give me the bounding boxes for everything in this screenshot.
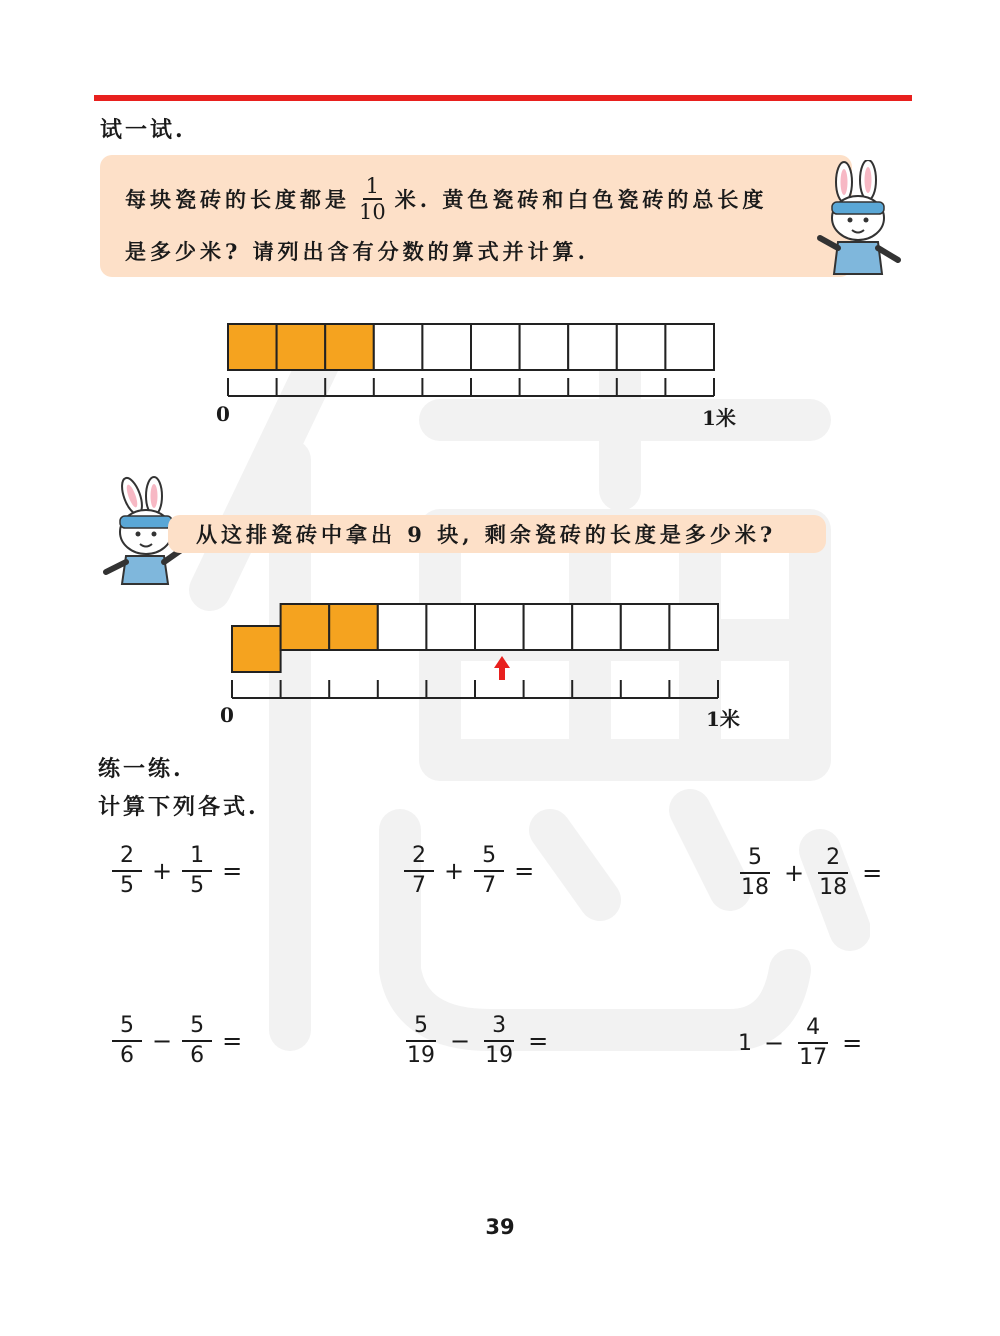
- page-number: 39: [485, 1215, 515, 1239]
- removed-tile: [232, 626, 281, 672]
- equals-sign: =: [222, 1027, 243, 1055]
- exercise-2: [404, 842, 544, 900]
- question-1-line-2: 是多少米? 请列出含有分数的算式并计算.: [125, 239, 589, 264]
- white-tile: [621, 604, 670, 650]
- equals-sign: =: [842, 1029, 863, 1057]
- tile-row: [232, 604, 718, 672]
- numerator: 1: [182, 842, 212, 872]
- fraction-b: [474, 842, 504, 900]
- section-heading-try: 试一试.: [100, 117, 186, 143]
- equals-sign: =: [528, 1027, 549, 1055]
- denominator: 19: [485, 1043, 514, 1068]
- yellow-tile: [281, 604, 330, 650]
- denominator: 7: [482, 873, 497, 898]
- equals-sign: =: [514, 857, 535, 885]
- yellow-tile: [228, 324, 277, 370]
- ruler: [232, 680, 718, 698]
- operator: −: [450, 1027, 471, 1055]
- fraction-a: [112, 842, 142, 900]
- fraction-b: [182, 1012, 212, 1070]
- fraction-b: [182, 842, 212, 900]
- numerator: 4: [798, 1014, 828, 1044]
- exercise-5: [402, 1012, 558, 1070]
- fraction-numerator: 1: [363, 174, 382, 200]
- question-1-line-1: [125, 171, 767, 227]
- instruction-text: 计算下列各式.: [98, 794, 259, 820]
- fraction-b: [794, 1014, 832, 1072]
- white-tile: [422, 324, 471, 370]
- white-tile: [520, 324, 569, 370]
- fraction-denominator: 10: [359, 200, 386, 224]
- top-red-rule: [94, 95, 912, 101]
- question-2-bubble: 从这排瓷砖中拿出 9 块, 剩余瓷砖的长度是多少米?: [168, 515, 826, 553]
- denominator: 18: [819, 875, 848, 900]
- ruler: [228, 378, 714, 396]
- equals-sign: =: [222, 857, 243, 885]
- whole-number: 1: [738, 1030, 752, 1056]
- question-1-suffix: 米. 黄色瓷砖和白色瓷砖的总长度: [394, 187, 768, 212]
- rabbit-mascot-icon: [812, 160, 908, 276]
- numerator: 5: [740, 844, 770, 874]
- numerator: 5: [112, 1012, 142, 1042]
- fraction-a: [112, 1012, 142, 1070]
- denominator: 7: [412, 873, 426, 898]
- white-tile: [475, 604, 524, 650]
- white-tile: [524, 604, 573, 650]
- white-tile: [374, 324, 423, 370]
- tile-row: [228, 324, 714, 370]
- fraction-a: [404, 842, 434, 900]
- ruler-end-label: 1米: [702, 406, 736, 430]
- equals-sign: =: [862, 859, 883, 887]
- numerator: 2: [404, 842, 434, 872]
- white-tile: [568, 324, 617, 370]
- ruler-end-label: 1米: [706, 707, 740, 731]
- denominator: 17: [799, 1045, 828, 1070]
- denominator: 5: [120, 873, 134, 898]
- tile-diagram-1: [222, 320, 722, 402]
- numerator: 3: [484, 1012, 514, 1042]
- denominator: 5: [190, 873, 205, 898]
- question-1-prefix: 每块瓷砖的长度都是: [125, 187, 350, 212]
- fraction-a: [736, 844, 774, 902]
- operator: −: [764, 1029, 785, 1057]
- denominator: 6: [120, 1043, 134, 1068]
- operator: +: [152, 857, 173, 885]
- tile-length-fraction: [356, 174, 389, 224]
- question-1-bubble: [100, 155, 852, 277]
- operator: +: [444, 857, 465, 885]
- white-tile: [378, 604, 427, 650]
- numerator: 5: [406, 1012, 436, 1042]
- exercise-3: [736, 844, 892, 902]
- ruler-start-label: 0: [216, 402, 230, 426]
- white-tile: [665, 324, 714, 370]
- denominator: 19: [407, 1043, 435, 1068]
- white-tile: [572, 604, 621, 650]
- denominator: 18: [741, 875, 769, 900]
- yellow-tile: [277, 324, 326, 370]
- white-tile: [426, 604, 475, 650]
- fraction-a: [402, 1012, 440, 1070]
- operator: −: [152, 1027, 173, 1055]
- section-heading-practice: 练一练.: [98, 756, 184, 782]
- white-tile: [669, 604, 718, 650]
- fraction-b: [814, 844, 852, 902]
- numerator: 5: [182, 1012, 212, 1042]
- numerator: 2: [112, 842, 142, 872]
- numerator: 2: [818, 844, 848, 874]
- numerator: 5: [474, 842, 504, 872]
- white-tile: [617, 324, 666, 370]
- tile-diagram-2: [226, 600, 726, 704]
- exercise-6: [738, 1014, 872, 1072]
- yellow-tile: [325, 324, 374, 370]
- denominator: 6: [190, 1043, 205, 1068]
- ruler-start-label: 0: [220, 703, 234, 727]
- white-tile: [471, 324, 520, 370]
- exercise-1: [112, 842, 252, 900]
- red-arrow-icon: [494, 656, 510, 680]
- yellow-tile: [329, 604, 378, 650]
- fraction-b: [480, 1012, 518, 1070]
- exercise-4: [112, 1012, 252, 1070]
- operator: +: [784, 859, 805, 887]
